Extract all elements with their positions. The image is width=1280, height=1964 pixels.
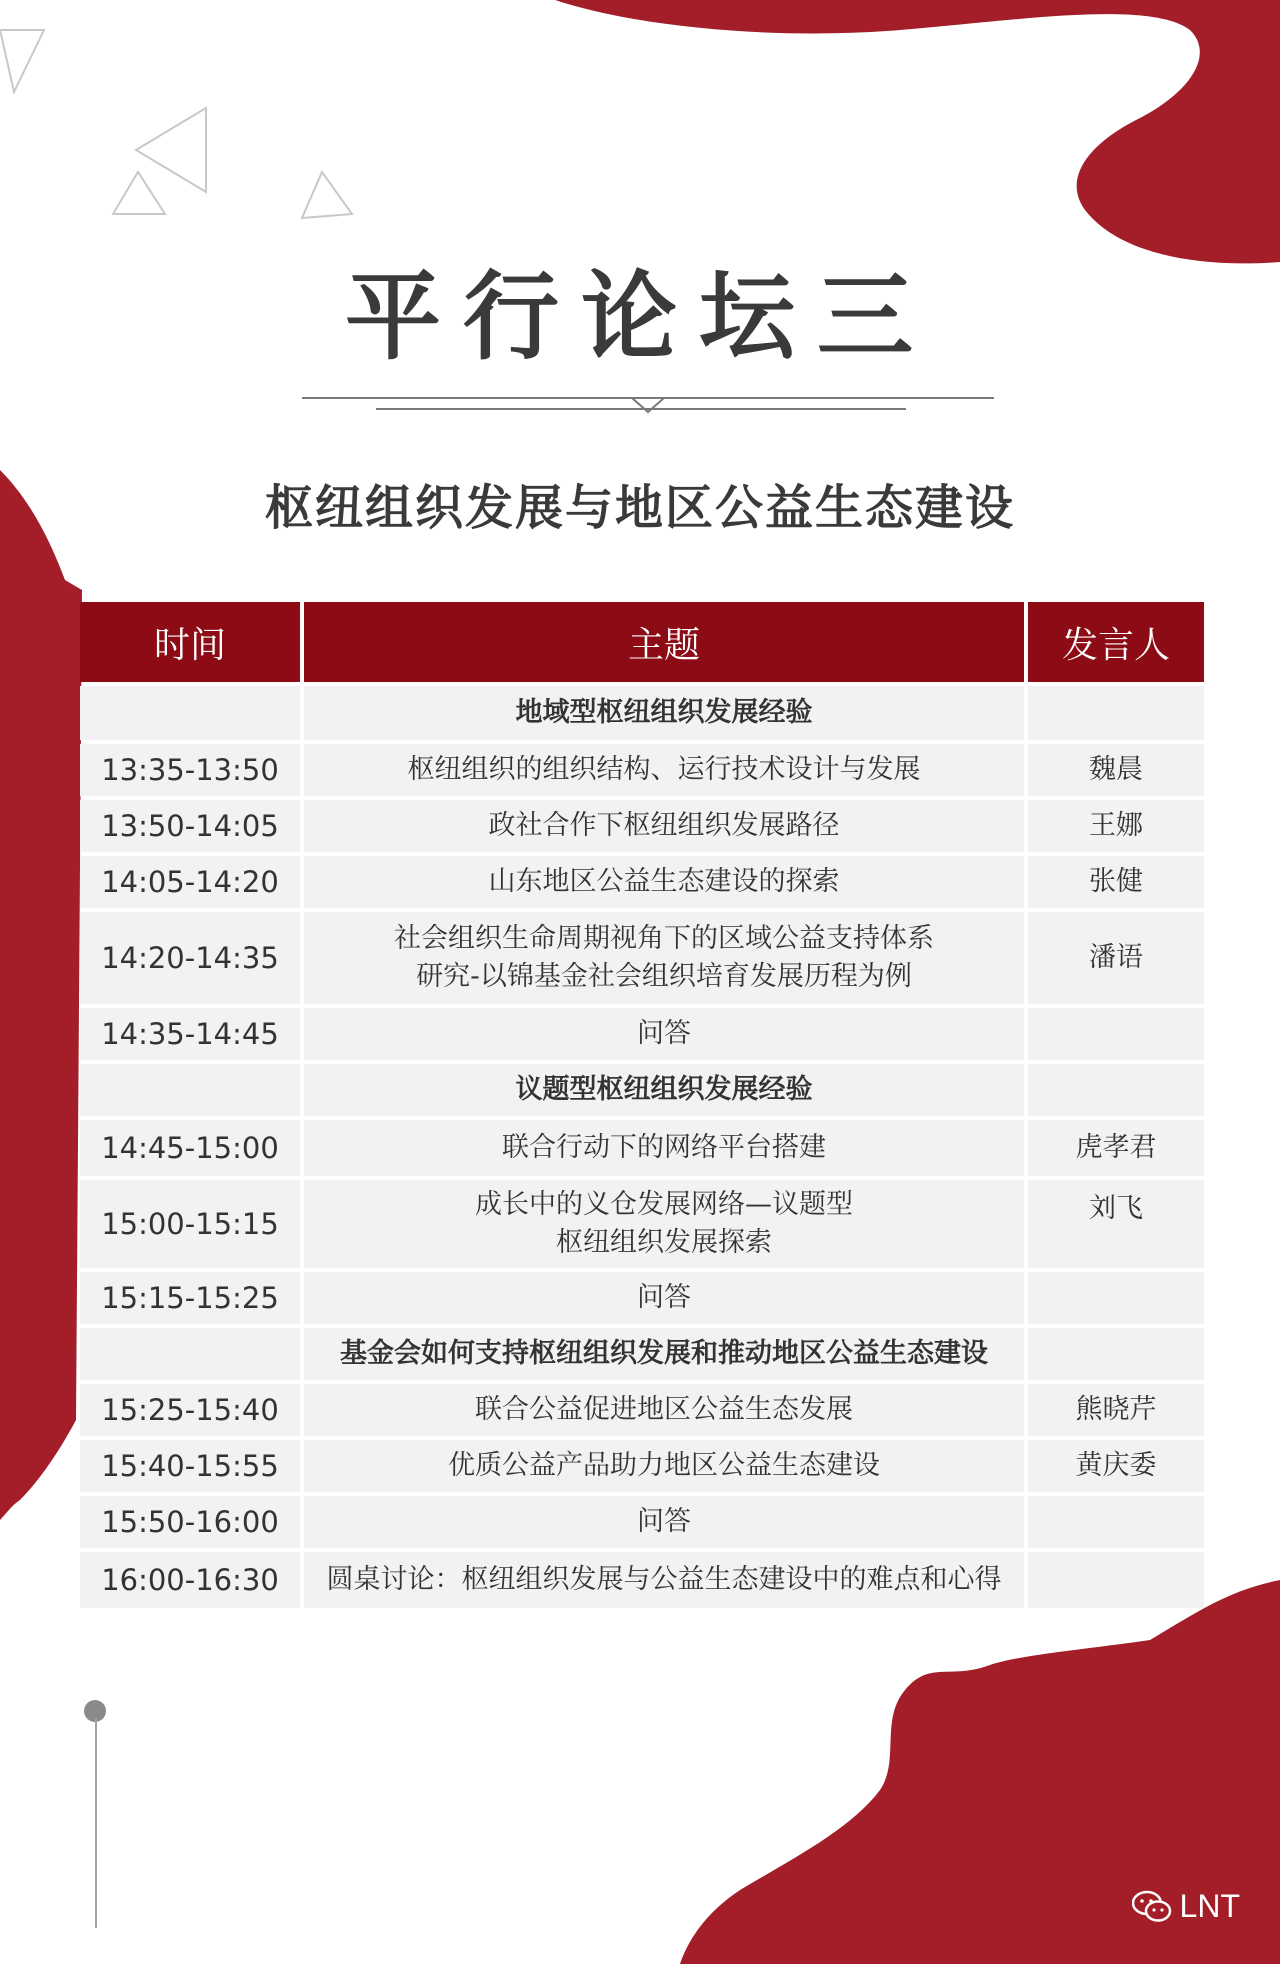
cell-topic: 政社合作下枢纽组织发展路径 [304,800,1024,852]
cell-speaker: 张健 [1028,856,1204,908]
watermark-text: LNT [1179,1888,1240,1924]
cell-topic: 联合行动下的网络平台搭建 [304,1120,1024,1176]
cell-speaker: 熊晓芹 [1028,1384,1204,1436]
table-row [80,1272,1204,1324]
cell-time [80,686,300,740]
left-splash [0,470,82,1520]
triangle-outline-2 [136,108,206,192]
cell-time: 15:25-15:40 [80,1384,300,1436]
header-topic: 主题 [304,602,1024,682]
cell-speaker [1028,1496,1204,1548]
cell-time: 13:35-13:50 [80,744,300,796]
cell-time: 14:45-15:00 [80,1120,300,1176]
table-row [80,1552,1204,1608]
schedule-table [76,598,1208,1612]
cell-time [80,1064,300,1116]
table-row [80,1180,1204,1268]
triangle-outline-4 [302,172,352,218]
cell-speaker [1028,1328,1204,1380]
triangle-outline-1 [0,30,44,92]
cell-time: 15:50-16:00 [80,1496,300,1548]
section-row [80,1328,1204,1380]
cell-time: 14:35-14:45 [80,1008,300,1060]
table-row [80,1008,1204,1060]
cell-topic: 圆桌讨论：枢纽组织发展与公益生态建设中的难点和心得 [304,1552,1024,1608]
cell-topic-line-1: 社会组织生命周期视角下的区域公益支持体系 [394,923,934,954]
timeline-line [95,1718,97,1928]
cell-topic: 枢纽组织的组织结构、运行技术设计与发展 [304,744,1024,796]
cell-section-title: 地域型枢纽组织发展经验 [304,686,1024,740]
cell-topic: 山东地区公益生态建设的探索 [304,856,1024,908]
cell-speaker: 虎孝君 [1028,1120,1204,1176]
table-row [80,1496,1204,1548]
cell-speaker: 刘飞 [1028,1180,1204,1268]
cell-topic: 优质公益产品助力地区公益生态建设 [304,1440,1024,1492]
cell-speaker: 潘语 [1028,912,1204,1004]
cell-topic-line-1: 成长中的义仓发展网络—议题型 [475,1189,853,1220]
watermark [1132,1888,1240,1925]
cell-section-title: 基金会如何支持枢纽组织发展和推动地区公益生态建设 [304,1328,1024,1380]
table-row [80,744,1204,796]
cell-time: 14:05-14:20 [80,856,300,908]
cell-speaker [1028,1008,1204,1060]
cell-speaker: 魏晨 [1028,744,1204,796]
table-row [80,800,1204,852]
page-subtitle: 枢纽组织发展与地区公益生态建设 [264,480,1015,536]
cell-speaker [1028,1272,1204,1324]
cell-speaker: 王娜 [1028,800,1204,852]
top-right-splash [555,0,1280,263]
cell-speaker [1028,1552,1204,1608]
table-row [80,1120,1204,1176]
triangle-outline-3 [113,172,165,214]
cell-section-title: 议题型枢纽组织发展经验 [304,1064,1024,1116]
cell-topic: 问答 [304,1272,1024,1324]
cell-time: 15:00-15:15 [80,1180,300,1268]
cell-time [80,1328,300,1380]
table-row [80,1440,1204,1492]
cell-speaker [1028,1064,1204,1116]
cell-time: 16:00-16:30 [80,1552,300,1608]
cell-speaker [1028,686,1204,740]
wechat-icon [1132,1890,1172,1924]
cell-time: 13:50-14:05 [80,800,300,852]
cell-topic: 联合公益促进地区公益生态发展 [304,1384,1024,1436]
cell-time: 14:20-14:35 [80,912,300,1004]
header-time: 时间 [80,602,300,682]
header-speaker: 发言人 [1028,602,1204,682]
table-row [80,1384,1204,1436]
cell-topic: 问答 [304,1496,1024,1548]
section-row [80,1064,1204,1116]
cell-topic: 问答 [304,1008,1024,1060]
table-row [80,912,1204,1004]
cell-topic [304,1180,1024,1268]
table-row [80,856,1204,908]
cell-speaker: 黄庆委 [1028,1440,1204,1492]
cell-topic [304,912,1024,1004]
section-row [80,686,1204,740]
cell-time: 15:15-15:25 [80,1272,300,1324]
page-title: 平行论坛三 [345,261,935,373]
cell-topic-line-2: 枢纽组织发展探索 [556,1227,772,1258]
cell-time: 15:40-15:55 [80,1440,300,1492]
table-header-row [80,602,1204,682]
cell-topic-line-2: 研究-以锦基金社会组织培育发展历程为例 [416,961,912,992]
